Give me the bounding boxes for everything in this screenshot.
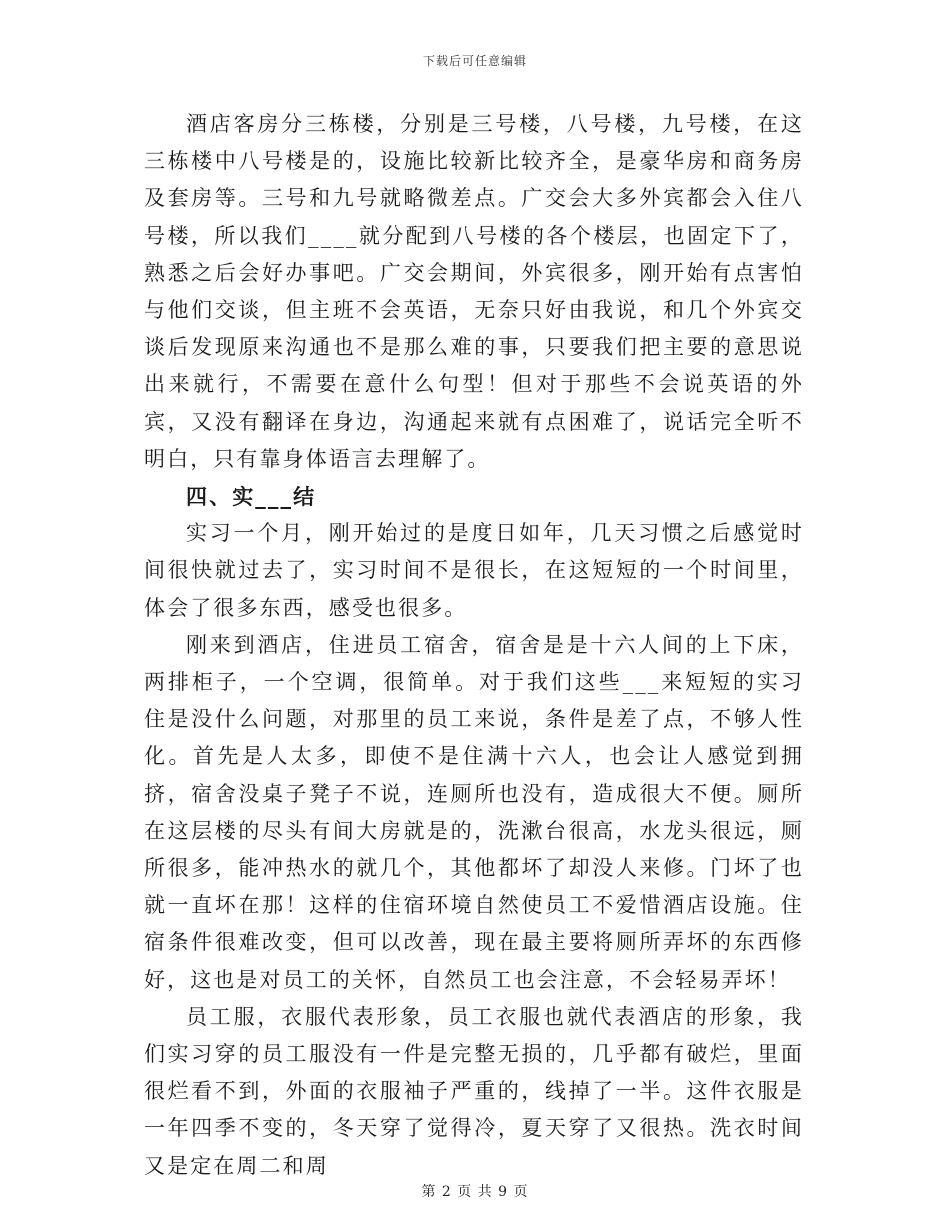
section-heading: 四、实___结	[186, 484, 317, 510]
paragraph-hotel-rooms: 酒店客房分三栋楼，分别是三号楼，八号楼，九号楼，在这三栋楼中八号楼是的，设施比较新比较齐全，是豪华房和商务房及套房等。三号和九号就略微差点。广交会大多外宾都会入住八号楼，所以我们____就分配到八号楼的各个楼层，也固定下了，熟悉之后会好办事吧。广交会期间，外宾很多，刚开始有点害怕与他们交谈，但主班不会英语，无奈只好由我说，和几个外宾交谈后发现原来沟通也不是那么难的事，只要我们把主要的意思说出来就行，不需要在意什么句型！但对于那些不会说英语的外宾，又没有翻译在身边，沟通起来就有点困难了，说话完全听不明白，只有靠身体语言去理解了。	[144, 112, 804, 471]
paragraph-internship-summary: 实习一个月，刚开始过的是度日如年，几天习惯之后感觉时间很快就过去了，实习时间不是很长，在这短短的一个时间里，体会了很多东西，感受也很多。	[144, 521, 804, 620]
page-header: 下载后可任意编辑	[422, 54, 527, 68]
page-number: 第 2 页 共 9 页	[421, 1184, 529, 1200]
paragraph-dormitory: 刚来到酒店，住进员工宿舍，宿舍是是十六人间的上下床，两排柜子，一个空调，很简单。对于我们这些___来短短的实习住是没什么问题，对那里的员工来说，条件是差了点，不够人性化。首先是人太多，即使不是住满十六人，也会让人感觉到拥挤，宿舍没桌子凳子不说，连厕所也没有，造成很大不便。厕所在这层楼的尽头有间大房就是的，洗漱台很高，水龙头很远，厕所很多，能冲热水的就几个，其他都坏了却没人来修。门坏了也就一直坏在那！这样的住宿环境自然使员工不爱惜酒店设施。住宿条件很难改变，但可以改善，现在最主要将厕所弄坏的东西修好，这也是对员工的关怀，自然员工也会注意，不会轻易弄坏！	[144, 632, 804, 992]
document-body	[144, 106, 804, 1185]
paragraph-uniform: 员工服，衣服代表形象，员工衣服也就代表酒店的形象，我们实习穿的员工服没有一件是完整无损的，几乎都有破烂，里面很烂看不到，外面的衣服袖子严重的，线掉了一半。这件衣服是一年四季不变的，冬天穿了觉得冷，夏天穿了又很热。洗衣时间又是定在周二和周	[144, 1004, 804, 1178]
